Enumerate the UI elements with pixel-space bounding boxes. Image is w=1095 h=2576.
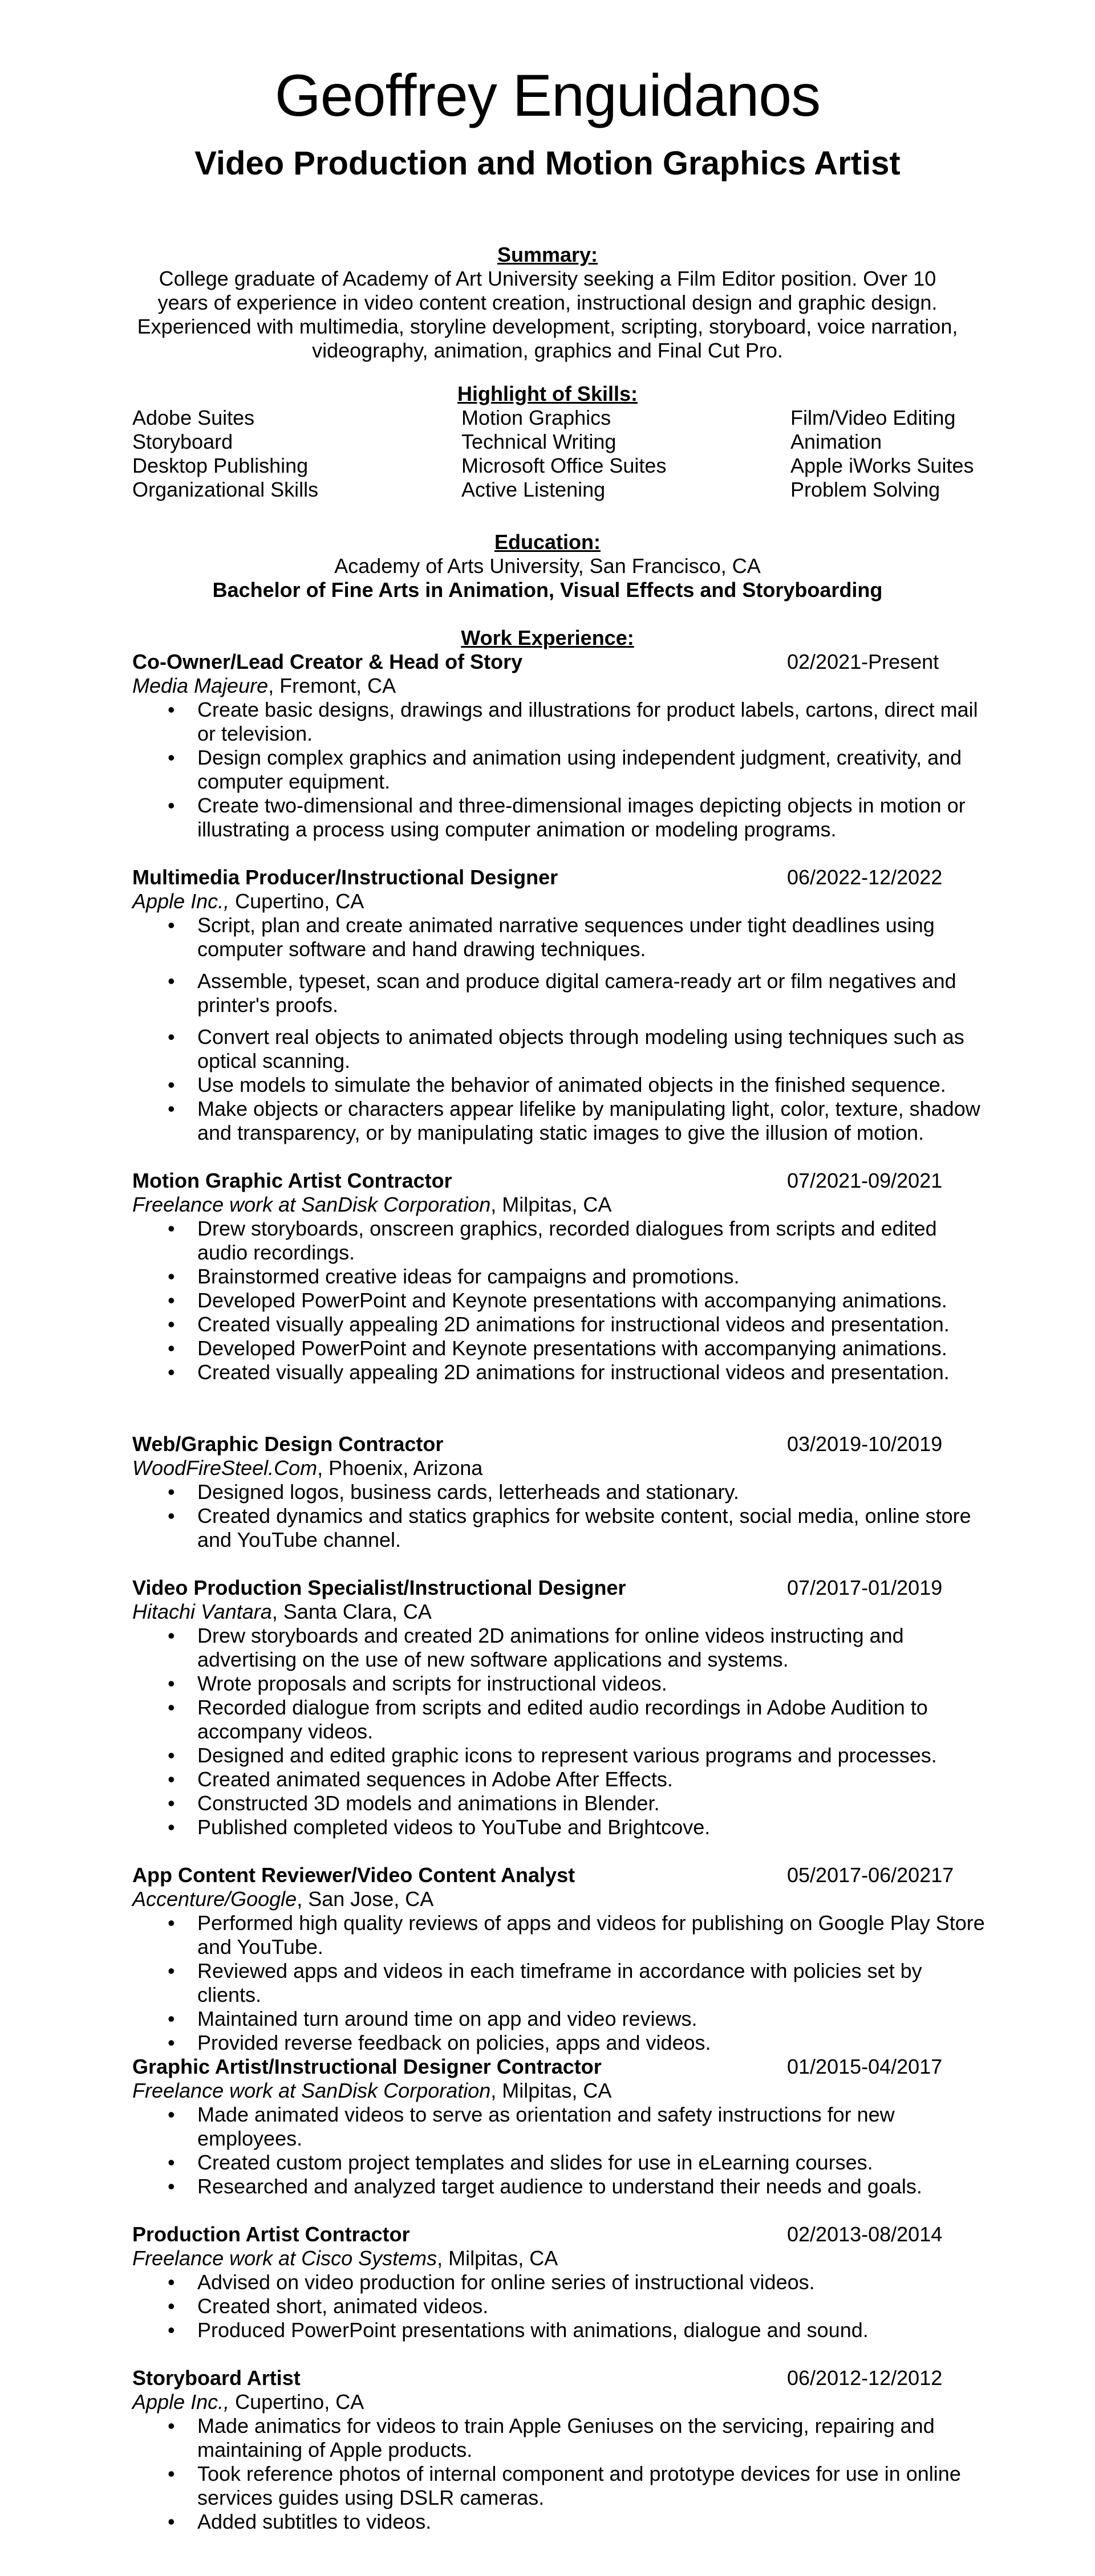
job-location: , Fremont, CA [268,674,396,697]
job-dates: 07/2017-01/2019 [787,1576,943,1599]
job-bullets [132,2414,988,2534]
job-company-line [132,2079,611,2103]
bullet-item: • Constructed 3D models and animations in Blender. [132,1791,988,1815]
skill-item: Microsoft Office Suites [461,454,667,477]
job-location: , Milpitas, CA [490,2079,612,2102]
bullet-item: • Use models to simulate the behavior of animated objects in the finished sequence. [132,1073,988,1097]
bullet-item: • Created dynamics and statics graphics for website content, social media, online store and YouTube channel. [132,1504,988,1552]
job-company-line [132,1600,432,1624]
bullet-item: • Provided reverse feedback on policies, apps and videos. [132,2031,988,2055]
job-bullets [132,2103,988,2199]
job-title: App Content Reviewer/Video Content Analyst [132,1863,575,1887]
job-company: Media Majeure [132,674,269,697]
candidate-title: Video Production and Motion Graphics Artist [194,145,901,182]
bullet-item: • Drew storyboards and created 2D animations for online videos instructing and advertising on the use of new software applications and systems. [132,1624,988,1672]
job-title: Graphic Artist/Instructional Designer Contractor [132,2055,602,2078]
skills-heading: Highlight of Skills: [457,382,638,405]
job-dates: 07/2021-09/2021 [787,1169,943,1192]
bullet-item: • Create two-dimensional and three-dimensional images depicting objects in motion or illustrating a process using computer animation or modeling programs. [132,794,988,842]
job-company: Hitachi Vantara [132,1600,272,1623]
job-company: Apple Inc., [132,889,230,913]
job-company-line [132,1193,611,1217]
bullet-item: • Design complex graphics and animation using independent judgment, creativity, and computer equipment. [132,746,988,794]
job-dates: 06/2012-12/2012 [787,2366,943,2390]
bullet-item: • Designed and edited graphic icons to represent various programs and processes. [132,1744,988,1768]
job-location: , Santa Clara, CA [271,1600,432,1623]
bullet-item: • Designed logos, business cards, letterheads and stationary. [132,1480,988,1504]
skill-item: Problem Solving [790,478,940,501]
skill-item: Motion Graphics [461,406,611,429]
job-bullets [132,698,988,842]
skills-grid [132,406,988,506]
job-dates: 03/2019-10/2019 [787,1432,943,1456]
skills-column-3 [790,406,1095,502]
job-bullets [132,2270,988,2342]
bullet-item: • Brainstormed creative ideas for campaigns and promotions. [132,1265,988,1289]
bullet-item: • Create basic designs, drawings and illustrations for product labels, cartons, direct mail or television. [132,698,988,746]
skill-item: Active Listening [461,478,606,501]
skills-column-2 [461,406,781,502]
job-title: Web/Graphic Design Contractor [132,1432,444,1456]
bullet-item: • Developed PowerPoint and Keynote presentations with accompanying animations. [132,1289,988,1313]
skill-item: Organizational Skills [132,478,319,501]
job-dates: 02/2013-08/2014 [787,2222,943,2246]
job-location: , San Jose, CA [297,1887,434,1911]
job-company: Freelance work at SanDisk Corporation [132,1193,491,1216]
skill-item: Animation [790,430,882,453]
job-company: Freelance work at SanDisk Corporation [132,2079,491,2102]
job-title: Motion Graphic Artist Contractor [132,1169,452,1192]
bullet-item: • Produced PowerPoint presentations with animations, dialogue and sound. [132,2318,988,2342]
bullet-item: • Created animated sequences in Adobe After Effects. [132,1768,988,1791]
job-company-line [132,674,396,698]
job-title: Multimedia Producer/Instructional Designer [132,866,558,889]
job-company: Apple Inc., [132,2390,230,2414]
job-company-line [132,1456,482,1480]
job-bullets [132,913,988,1153]
summary-text: College graduate of Academy of Art University seeking a Film Editor position. Over 10 years of experience in video content creation, instructional design and graphic design. Experienced with multimedia, storyline development, scripting, storyboard, voice narration, videography, animation, graphics and Final Cut Pro. [137,267,958,362]
job-company: WoodFireSteel.Com [132,1456,318,1480]
job-dates: 05/2017-06/20217 [787,1863,954,1887]
bullet-item: • Script, plan and create animated narrative sequences under tight deadlines using computer software and hand drawing techniques. [132,913,988,961]
education-degree: Bachelor of Fine Arts in Animation, Visual Effects and Storyboarding [212,578,883,602]
bullet-item: • Recorded dialogue from scripts and edited audio recordings in Adobe Audition to accompany videos. [132,1696,988,1744]
job-location: , Phoenix, Arizona [317,1456,483,1480]
job-company: Freelance work at Cisco Systems [132,2246,437,2270]
job-company-line [132,2246,558,2270]
job-title: Production Artist Contractor [132,2222,410,2246]
bullet-item: • Made animated videos to serve as orientation and safety instructions for new employees. [132,2103,988,2151]
skill-item: Film/Video Editing [790,406,956,429]
bullet-item: • Advised on video production for online series of instructional videos. [132,2270,988,2294]
bullet-item: • Convert real objects to animated objects through modeling using techniques such as optical scanning. [132,1025,988,1073]
bullet-item: • Added subtitles to videos. [132,2510,988,2534]
bullet-item: • Made animatics for videos to train Apple Geniuses on the servicing, repairing and maintaining of Apple products. [132,2414,988,2462]
bullet-item: • Performed high quality reviews of apps and videos for publishing on Google Play Store and YouTube. [132,1911,988,1959]
skill-item: Technical Writing [461,430,617,453]
job-company-line [132,889,364,913]
skills-column-1 [132,406,452,502]
skill-item: Adobe Suites [132,406,255,429]
education-heading: Education: [494,530,601,554]
job-location: , Milpitas, CA [490,1193,612,1216]
job-title: Co-Owner/Lead Creator & Head of Story [132,650,523,673]
education-school: Academy of Arts University, San Francisco, CA [334,554,761,578]
bullet-item: • Assemble, typeset, scan and produce digital camera-ready art or film negatives and printer's proofs. [132,969,988,1017]
bullet-item: • Created short, animated videos. [132,2294,988,2318]
job-title: Video Production Specialist/Instructional Designer [132,1576,626,1599]
bullet-item: • Created custom project templates and slides for use in eLearning courses. [132,2151,988,2175]
job-dates: 02/2021-Present [787,650,939,673]
candidate-name: Geoffrey Enguidanos [274,63,821,129]
job-company-line [132,1887,433,1911]
job-dates: 01/2015-04/2017 [787,2055,943,2078]
bullet-item: • Drew storyboards, onscreen graphics, recorded dialogues from scripts and edited audio recordings. [132,1217,988,1265]
bullet-item: • Created visually appealing 2D animations for instructional videos and presentation. [132,1360,988,1384]
skill-item: Storyboard [132,430,233,453]
bullet-item: • Researched and analyzed target audience to understand their needs and goals. [132,2175,988,2199]
bullet-item: • Make objects or characters appear lifelike by manipulating light, color, texture, shadow and transparency, or by manipulating static images to give the illusion of motion. [132,1097,988,1145]
job-company-line [132,2390,364,2414]
job-location: Cupertino, CA [229,889,364,913]
skill-item: Apple iWorks Suites [790,454,974,477]
job-bullets [132,1911,988,2055]
job-bullets [132,1217,988,1384]
job-company: Accenture/Google [132,1887,297,1911]
job-bullets [132,1480,988,1552]
bullet-item: • Created visually appealing 2D animations for instructional videos and presentation. [132,1313,988,1336]
bullet-item: • Published completed videos to YouTube and Brightcove. [132,1815,988,1839]
work-heading: Work Experience: [461,626,634,649]
job-bullets [132,1624,988,1839]
bullet-item: • Developed PowerPoint and Keynote presentations with accompanying animations. [132,1336,988,1360]
bullet-item: • Took reference photos of internal component and prototype devices for use in online services guides using DSLR cameras. [132,2462,988,2510]
job-dates: 06/2022-12/2022 [787,866,943,889]
job-location: Cupertino, CA [229,2390,364,2414]
bullet-item: • Reviewed apps and videos in each timeframe in accordance with policies set by clients. [132,1959,988,2007]
job-location: , Milpitas, CA [437,2246,558,2270]
skill-item: Desktop Publishing [132,454,309,477]
bullet-item: • Wrote proposals and scripts for instructional videos. [132,1672,988,1696]
job-title: Storyboard Artist [132,2366,301,2390]
summary-heading: Summary: [497,243,598,266]
bullet-item: • Maintained turn around time on app and video reviews. [132,2007,988,2031]
